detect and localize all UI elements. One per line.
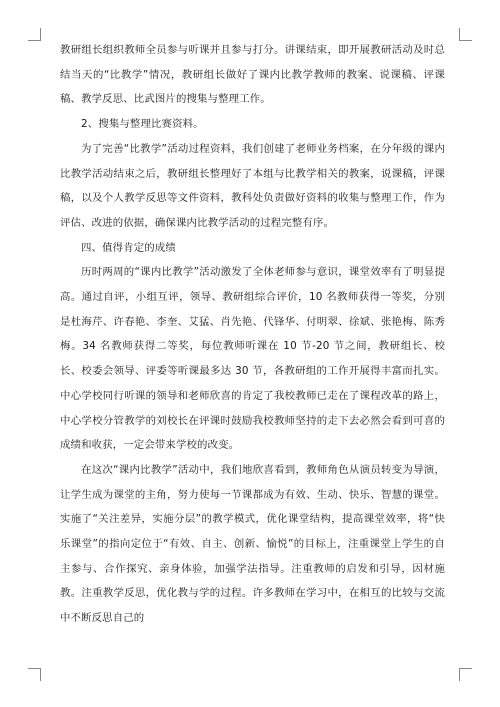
- document-body: [60, 38, 445, 631]
- paragraph-4: 在这次“课内比教学”活动中，我们地欣喜看到，教师角色从演员转变为导演，让学生成为课堂的主角，努力使每一节课都成为有效、生动、快乐、智慧的课堂。实施了“关注差异，实施分层”的教学模式，优化课堂结构，提高课堂效率，将“快乐课堂”的指向定位于“有效、自主、创新、愉悦”的目标上，注重课堂上学生的自主参与、合作探究、亲身体验，加强学法指导。注重教师的启发和引导，因材施教。注重教学反思，优化教与学的过程。许多教师在学习中，在相互的比较与交流中不断反思自己的: [60, 463, 445, 625]
- paragraph-3: 历时两周的“课内比教学”活动激发了全体老师参与意识，课堂效率有了明显提高。通过自评，小组互评，领导、教研组综合评价，10 名教师获得一等奖，分别是杜海芹、许春艳、李奎、艾猛、肖先艳、代锋华、付明翠、徐斌、张艳梅、陈秀梅。34 名教师获得二等奖，每位教师听课在 10 节-20 节之间，教研组长、校长、校委会领导、评委等听课最多达 30 节，各教研组的工作开展得丰富而扎实。中心学校同行听课的领导和老师欣喜的肯定了我校教师已走在了课程改革的路上，中心学校分管教学的刘校长在评课时鼓励我校教师坚持的走下去必然会看到可喜的成绩和收获，一定会带来学校的改变。: [60, 266, 445, 452]
- paragraph-2: 为了完善“比教学”活动过程资料，我们创建了老师业务档案，在分年级的课内比教学活动结束之后，教研组长整理好了本组与比教学相关的教案，说课稿，评课稿，以及个人教学反思等文件资料，教科处负责做好资料的收集与整理工作，作为评估、改进的依据，确保课内比教学活动的过程完整有序。: [60, 142, 445, 229]
- section-heading-collect-materials: 2、搜集与整理比赛资料。: [81, 118, 204, 131]
- crop-mark-bottom-left: [28, 668, 41, 681]
- section-heading-achievements: 四、值得肯定的成绩: [81, 241, 176, 254]
- crop-mark-top-right: [459, 28, 472, 41]
- paragraph-1: 教研组长组织教师全员参与听课并且参与打分。讲课结束，即开展教研活动及时总结当天的“比教学”情况，教研组长做好了课内比教学教师的教案、说课稿、评课稿、教学反思、比武图片的搜集与整理工作。: [60, 44, 445, 106]
- crop-mark-bottom-right: [459, 668, 472, 681]
- crop-mark-top-left: [28, 28, 41, 41]
